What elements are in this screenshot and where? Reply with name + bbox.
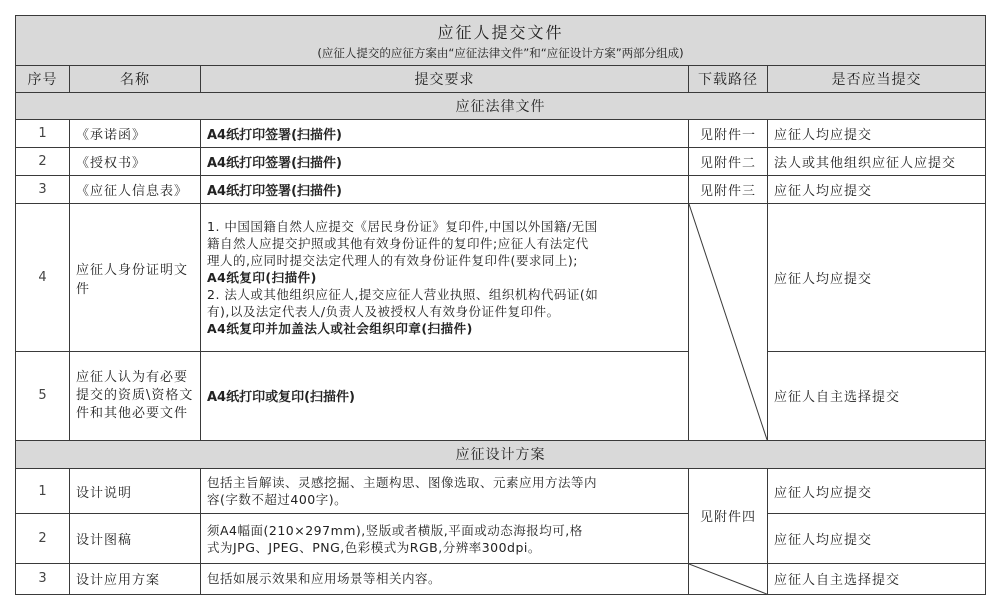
requirement-line: 容(字数不超过400字)。 [207,492,348,508]
design-download: 见附件四 [689,468,768,563]
requirement-line: 籍自然人应提交护照或其他有效身份证件的复印件;应征人有法定代 [207,236,589,252]
table-row [16,204,986,352]
row-requirement: A4纸打印签署(扫描件) [201,176,689,204]
table-row [16,176,986,204]
requirement-line: 2. 法人或其他组织应征人,提交应征人营业执照、组织机构代码证(如 [207,287,599,303]
requirement-line: 有),以及法定代表人/负责人及被授权人有效身份证件复印件。 [207,304,560,320]
title-row [16,16,986,66]
row-download: 见附件二 [689,148,768,176]
row-submit: 应征人均应提交 [768,120,986,148]
row-name: 应征人认为有必要提交的资质\资格文件和其他必要文件 [70,351,201,440]
row-index: 3 [16,563,70,594]
diagonal-line [689,204,767,440]
header-name: 名称 [70,65,201,92]
row-submit: 应征人均应提交 [768,176,986,204]
document-title: 应征人提交文件 [437,22,564,42]
row-name: 《应征人信息表》 [70,176,201,204]
row-requirement [201,514,689,564]
table-row [16,468,986,513]
row-name: 《承诺函》 [70,120,201,148]
row-index: 2 [16,514,70,564]
row-submit: 应征人自主选择提交 [768,351,986,440]
section-legal-label: 应征法律文件 [16,92,986,120]
header-submit: 是否应当提交 [768,65,986,92]
requirement-line: 包括如展示效果和应用场景等相关内容。 [207,571,442,587]
row-name: 《授权书》 [70,148,201,176]
table-row [16,514,986,564]
row-name: 应征人身份证明文件 [70,204,201,352]
section-design [16,440,986,468]
row-index: 1 [16,120,70,148]
requirement-emphasis: A4纸复印并加盖法人或社会组织印章(扫描件) [207,321,473,337]
row-submit: 法人或其他组织应征人应提交 [768,148,986,176]
section-design-label: 应征设计方案 [16,440,986,468]
document-subtitle: (应征人提交的应征方案由“应征法律文件”和“应征设计方案”两部分组成) [317,45,684,60]
row-index: 3 [16,176,70,204]
row-requirement [201,204,689,352]
table-row [16,563,986,594]
table-row [16,351,986,440]
header-index: 序号 [16,65,70,92]
header-download: 下载路径 [689,65,768,92]
diagonal-line [689,564,767,594]
row-requirement [201,468,689,513]
row-requirement: A4纸打印或复印(扫描件) [201,351,689,440]
row-name: 设计应用方案 [70,563,201,594]
title-cell [16,16,986,66]
requirement-line: 包括主旨解读、灵感挖掘、主题构思、图像选取、元素应用方法等内 [207,475,598,491]
row-download: 见附件一 [689,120,768,148]
requirement-line: 须A4幅面(210×297mm),竖版或者横版,平面或动态海报均可,格 [207,522,583,538]
row-index: 5 [16,351,70,440]
row-index: 2 [16,148,70,176]
row-index: 4 [16,204,70,352]
row-submit: 应征人均应提交 [768,514,986,564]
row-index: 1 [16,468,70,513]
requirement-line: 1. 中国国籍自然人应提交《居民身份证》复印件,中国以外国籍/无国 [207,219,598,235]
requirement-line: 理人的,应同时提交法定代理人的有效身份证件复印件(要求同上); [207,253,578,269]
row-submit: 应征人均应提交 [768,468,986,513]
row-requirement: A4纸打印签署(扫描件) [201,120,689,148]
table-row [16,120,986,148]
submission-table [15,15,986,595]
download-empty-diagonal [689,563,768,594]
row-submit: 应征人均应提交 [768,204,986,352]
row-download: 见附件三 [689,176,768,204]
header-requirement: 提交要求 [201,65,689,92]
row-requirement [201,563,689,594]
header-row [16,65,986,92]
requirement-line: 式为JPG、JPEG、PNG,色彩模式为RGB,分辨率300dpi。 [207,539,541,555]
download-empty-diagonal [689,204,768,441]
row-requirement: A4纸打印签署(扫描件) [201,148,689,176]
row-submit: 应征人自主选择提交 [768,563,986,594]
section-legal [16,92,986,120]
row-name: 设计说明 [70,468,201,513]
row-name: 设计图稿 [70,514,201,564]
table-row [16,148,986,176]
requirement-emphasis: A4纸复印(扫描件) [207,270,317,286]
